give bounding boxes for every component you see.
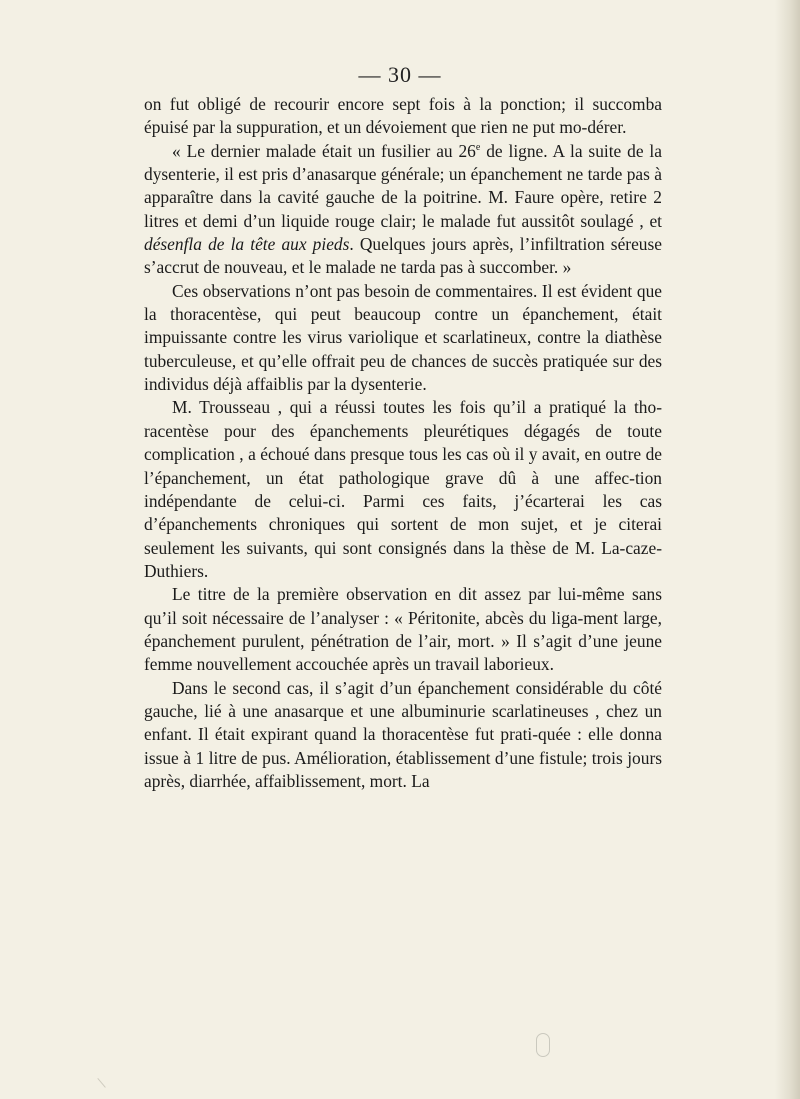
ordinal-suffix: e: [475, 141, 481, 153]
paragraph-6: Dans le second cas, il s’agit d’un épanchement considérable du côté gauche, lié à une anasarque et une albuminurie scarlatineuses , chez un enfant. Il était expirant quand la thoracentèse fut prati-quée : elle donna issue à 1 litre de pus. Amélioration, établissement d’une fistule; trois jours après, diarrhée, affaiblissement, mort. La: [144, 677, 662, 791]
paper-mark-icon: [97, 1072, 112, 1088]
paragraph-4: M. Trousseau , qui a réussi toutes les fois qu’il a pratiqué la tho-racentèse pour des épanchements pleurétiques dégagés de toute complication , a échoué dans presque tous les cas où il y avait, en outre de l’épanchement, un état pathologique grave dû à une affec-tion indépendante de celui-ci. Parmi ces faits, j’écarterai les cas d’épanchements chroniques qui sortent de mon sujet, et je citerai seulement les suivants, qui sont consignés dans la thèse de M. La-caze-Duthiers.: [144, 397, 662, 581]
paragraph-1: on fut obligé de recourir encore sept fois à la ponction; il succomba épuisé par la suppuration, et un dévoiement que rien ne put mo-dérer.: [144, 94, 662, 138]
paragraph-2-middle: de ligne. A la suite de la dysenterie, il est pris d’anasarque générale; un épanchement ne tarde pas à apparaître dans la cavité gauche de la poitrine. M. Faure opère, retire 2 litres et demi d’un liquide rouge clair; le malade fut aussitôt soulagé , et: [144, 140, 662, 231]
page-number: — 30 —: [358, 62, 442, 87]
body-text: [144, 93, 662, 793]
paragraph-2-end: . Quelques jours après, l’infiltration séreuse s’accrut de nouveau, et le malade ne tarda pas à succomber. »: [144, 234, 662, 278]
paragraph-2-start: « Le dernier malade était un fusilier au 26: [172, 140, 476, 161]
paragraph-3: Ces observations n’ont pas besoin de commentaires. Il est évident que la thoracentèse, qui peut beaucoup contre un épanchement, était impuissante contre les virus variolique et scarlatineux, contre la diathèse tuberculeuse, et qu’elle offrait peu de chances de succès pratiquée sur des individus déjà affaiblis par la dysenterie.: [144, 280, 662, 395]
paragraph-2: [144, 140, 662, 280]
paper-blemish-icon: [536, 1033, 550, 1057]
italic-phrase: désenfla de la tête aux pieds: [144, 234, 350, 255]
paragraph-5: Le titre de la première observation en dit assez par lui-même sans qu’il soit nécessaire de l’analyser : « Péritonite, abcès du liga-ment large, épanchement purulent, pénétration de l’air, mort. » Il s’agit d’une jeune femme nouvellement accouchée après un travail laborieux.: [144, 584, 662, 675]
